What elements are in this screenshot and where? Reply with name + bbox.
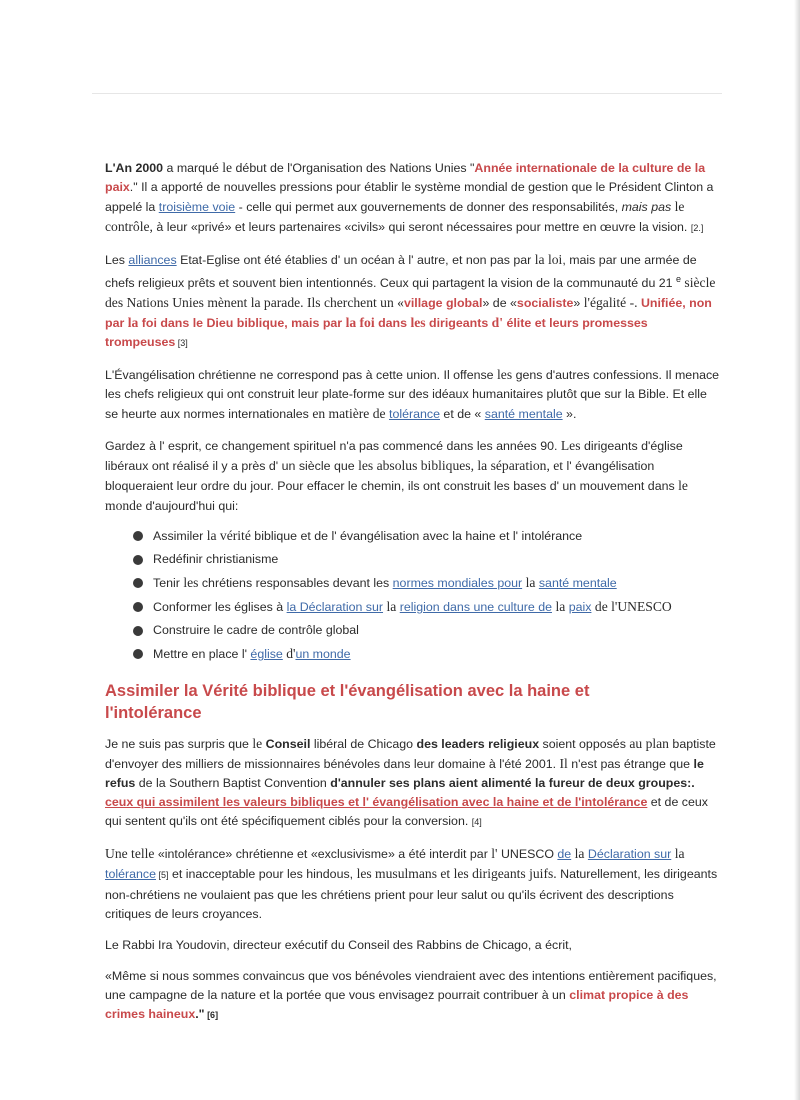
paragraph-conseil (105, 734, 721, 832)
text: la (525, 575, 536, 591)
paragraph-quote (105, 967, 721, 1025)
bold-text: des leaders religieux (416, 737, 540, 752)
text: et de ceux qui sentent qu'ils ont été spécifiquement ciblés pour la conversion. (105, 795, 708, 829)
text: d' (282, 646, 296, 662)
text: de l'UNESCO (594, 599, 672, 615)
text: à leur «privé» et leurs partenaires «civils» qui seront nécessaires pour mettre en œuvre la vision. (152, 220, 691, 234)
text: Les (105, 253, 129, 267)
highlight-text: les (410, 315, 426, 331)
list-item (133, 571, 721, 595)
list-item (133, 548, 721, 571)
link-paix[interactable]: paix (568, 600, 592, 615)
text: les absolus bibliques, la séparation, et (358, 458, 564, 474)
bold-text: ." (195, 1007, 205, 1022)
footnote-ref: [6] (204, 1010, 219, 1021)
link-tolerance[interactable]: tolérance (389, 407, 440, 422)
text: » de « (482, 296, 517, 311)
paragraph-gardez (105, 436, 721, 516)
paragraph-intolerance (105, 844, 721, 924)
bullet-icon (133, 602, 143, 612)
text: libéral de Chicago (310, 737, 417, 752)
bold-text: d'annuler ses plans aient alimenté la fureur de deux groupes:. (330, 776, 695, 791)
top-rule (92, 93, 722, 94)
text: des (586, 887, 605, 903)
text: L'Évangélisation chrétienne ne correspond pas à cette union. Il offense (105, 368, 498, 383)
text: la (386, 599, 397, 615)
italic-text: mais pas (621, 200, 672, 214)
text: biblique et de l' évangélisation avec la haine et l' intolérance (250, 529, 583, 544)
text: les (497, 367, 513, 383)
text: le contrôle, (105, 199, 685, 234)
bold-text: le refus (105, 757, 704, 791)
text: et inacceptable pour les hindous, (168, 867, 357, 882)
highlight-text: foi dans le Dieu biblique, mais par (138, 316, 346, 331)
text: Une telle (105, 846, 155, 862)
footnote-ref: [2.] (690, 223, 704, 233)
link-troisieme-voie[interactable]: troisième voie (158, 200, 236, 214)
text: début de l'Organisation des Nations Unies " (232, 161, 475, 175)
list-item (133, 619, 721, 642)
text: Gardez à l' esprit, ce changement spirituel n'a pas commencé dans les années 90. (105, 439, 561, 454)
bold-text: L'An 2000 (105, 161, 164, 175)
text: l' (491, 846, 498, 862)
paragraph-rabbi: Le Rabbi Ira Youdovin, directeur exécutif du Conseil des Rabbins de Chicago, a écrit, (105, 938, 572, 953)
link-de[interactable]: de (557, 847, 572, 862)
text: Construire le cadre de contrôle global (153, 623, 359, 638)
highlight-text: climat propice à des crimes haineux (105, 988, 689, 1022)
text: chrétiens responsables devant les (198, 576, 393, 591)
text: d'aujourd'hui qui: (142, 499, 239, 514)
highlight-text: la (127, 315, 139, 331)
footnote-ref: [5] (155, 870, 169, 881)
text: a marqué (163, 161, 223, 175)
text: Redéfinir christianisme (153, 552, 279, 567)
text: Etat-Eglise ont été établies d' un océan à l' autre, et non pas par (176, 253, 535, 267)
text: Conformer les églises à (153, 600, 287, 615)
text: ." Il a apporté de nouvelles pressions pour établir le système mondial de gestion que le Président Clinton a appelé la (105, 180, 714, 214)
text: le (222, 160, 233, 175)
list-item (133, 595, 721, 619)
text: soient opposés (539, 737, 630, 752)
bullet-icon (133, 626, 143, 636)
highlight-text: Année internationale de la culture de la paix (105, 161, 706, 194)
bullet-icon (133, 555, 143, 565)
highlight-text: élite et leurs promesses trompeuses (105, 316, 648, 350)
text: descriptions critiques de leurs croyances. (105, 888, 674, 922)
text: Il (559, 756, 568, 772)
text: Assimiler (153, 529, 207, 544)
section-heading: Assimiler la Vérité biblique et l'évangélisation avec la haine et l'intolérance (105, 682, 590, 723)
text: Mettre en place l' (153, 647, 251, 662)
text: Tenir (153, 576, 184, 591)
text: de la Southern Baptist Convention (135, 776, 331, 791)
footnote-ref: [4] (471, 817, 482, 828)
text: la vérité (206, 528, 251, 544)
bold-text: Conseil (265, 737, 311, 752)
bullet-icon (133, 531, 143, 541)
text: n'est pas étrange que (567, 757, 694, 772)
text: Naturellement, les dirigeants non-chrétiens ne voulaient pas que les chrétiens prient pour leur salut ou qu'ils écrivent (105, 867, 718, 903)
text: la (574, 846, 585, 862)
paragraph-an-2000 (105, 158, 721, 238)
bullet-list (105, 524, 721, 666)
text: l' évangélisation bloqueraient leur ordre du jour. Pour effacer le chemin, ils ont construit les bases d' un mouvement dans (105, 459, 679, 494)
link-sante-mentale[interactable]: santé mentale (484, 407, 563, 422)
text: Je ne suis pas surpris que (105, 737, 253, 752)
link-normes-mondiales[interactable]: normes mondiales pour (392, 576, 523, 591)
text: le monde (105, 478, 688, 514)
text: au plan (629, 736, 669, 752)
text: dirigeants d'église libéraux ont réalisé il y a près d' un siècle que (105, 439, 683, 474)
highlight-text: dans (374, 316, 411, 331)
link-alliances[interactable]: alliances (128, 253, 177, 267)
text: «Même si nous sommes convaincus que vos bénévoles viendraient avec des intentions entièrement pacifiques, une campagne de la nature et la portée que vous envisagez pourrait contribuer à un (105, 969, 717, 1003)
text: UNESCO (497, 847, 558, 862)
highlight-text: d' (491, 315, 504, 331)
link-ceux-qui-assimilent[interactable]: ceux qui assimilent les valeurs bibliques et l' évangélisation avec la haine et de l'intolérance (105, 795, 648, 810)
paragraph-alliances (105, 250, 721, 353)
text: le (252, 736, 263, 752)
link-sante-mentale[interactable]: santé mentale (538, 576, 617, 591)
bullet-icon (133, 578, 143, 588)
text: - celle qui permet aux gouvernements de donner des responsabilités, (235, 200, 622, 214)
text: , mais par une armée de chefs religieux prêts et souvent bien intentionnés. Ceux qui partagent la vision de la communauté du 21 (105, 253, 697, 291)
list-item (133, 524, 721, 548)
text: baptiste d'envoyer des milliers de missionnaires bénévoles dans leur domaine à l'été 2001. (105, 737, 716, 772)
paragraph-evangelisation (105, 365, 721, 424)
text: siècle des Nations Unies mènent la parade. Ils cherchent un « (105, 275, 716, 311)
list-item (133, 642, 721, 666)
link-religion-culture[interactable]: religion dans une culture de (399, 600, 552, 615)
text: les (183, 575, 199, 591)
text: et de « (439, 407, 485, 422)
text: les musulmans et les dirigeants juifs. (356, 866, 557, 882)
highlight-text: la foi (345, 315, 375, 331)
link-eglise[interactable]: église (250, 647, 283, 662)
text: la (674, 846, 685, 862)
link-un-monde[interactable]: un monde (295, 647, 351, 662)
link-declaration[interactable]: la Déclaration sur (286, 600, 384, 615)
bullet-icon (133, 649, 143, 659)
link-tolerance[interactable]: tolérance (105, 867, 156, 882)
text: » (573, 296, 584, 311)
document-body (105, 158, 721, 1037)
text: ». (562, 407, 577, 422)
highlight-text: Unifiée, non par (105, 296, 712, 331)
text: l'égalité -. (583, 295, 641, 311)
text: gens d'autres confessions. Il menace les chefs religieux qui ont construit leur plate-forme sur des idéaux humanitaires plutôt que sur la Bible. Et elle se heurte aux normes internationales (105, 368, 720, 422)
text: la (555, 599, 566, 615)
highlight-text: socialiste (516, 296, 574, 311)
superscript: e (676, 274, 682, 284)
link-declaration-sur[interactable]: Déclaration sur (587, 847, 672, 862)
text: en matière de (312, 406, 386, 422)
highlight-text: village global (403, 296, 483, 311)
text: Les (560, 438, 581, 454)
scan-shadow-edge (794, 0, 800, 1100)
text: «intolérance» chrétienne et «exclusivisme» a été interdit par (154, 847, 492, 862)
highlight-text: dirigeants (425, 316, 492, 331)
footnote-ref: [3] (175, 338, 188, 349)
text: la loi (534, 252, 563, 267)
